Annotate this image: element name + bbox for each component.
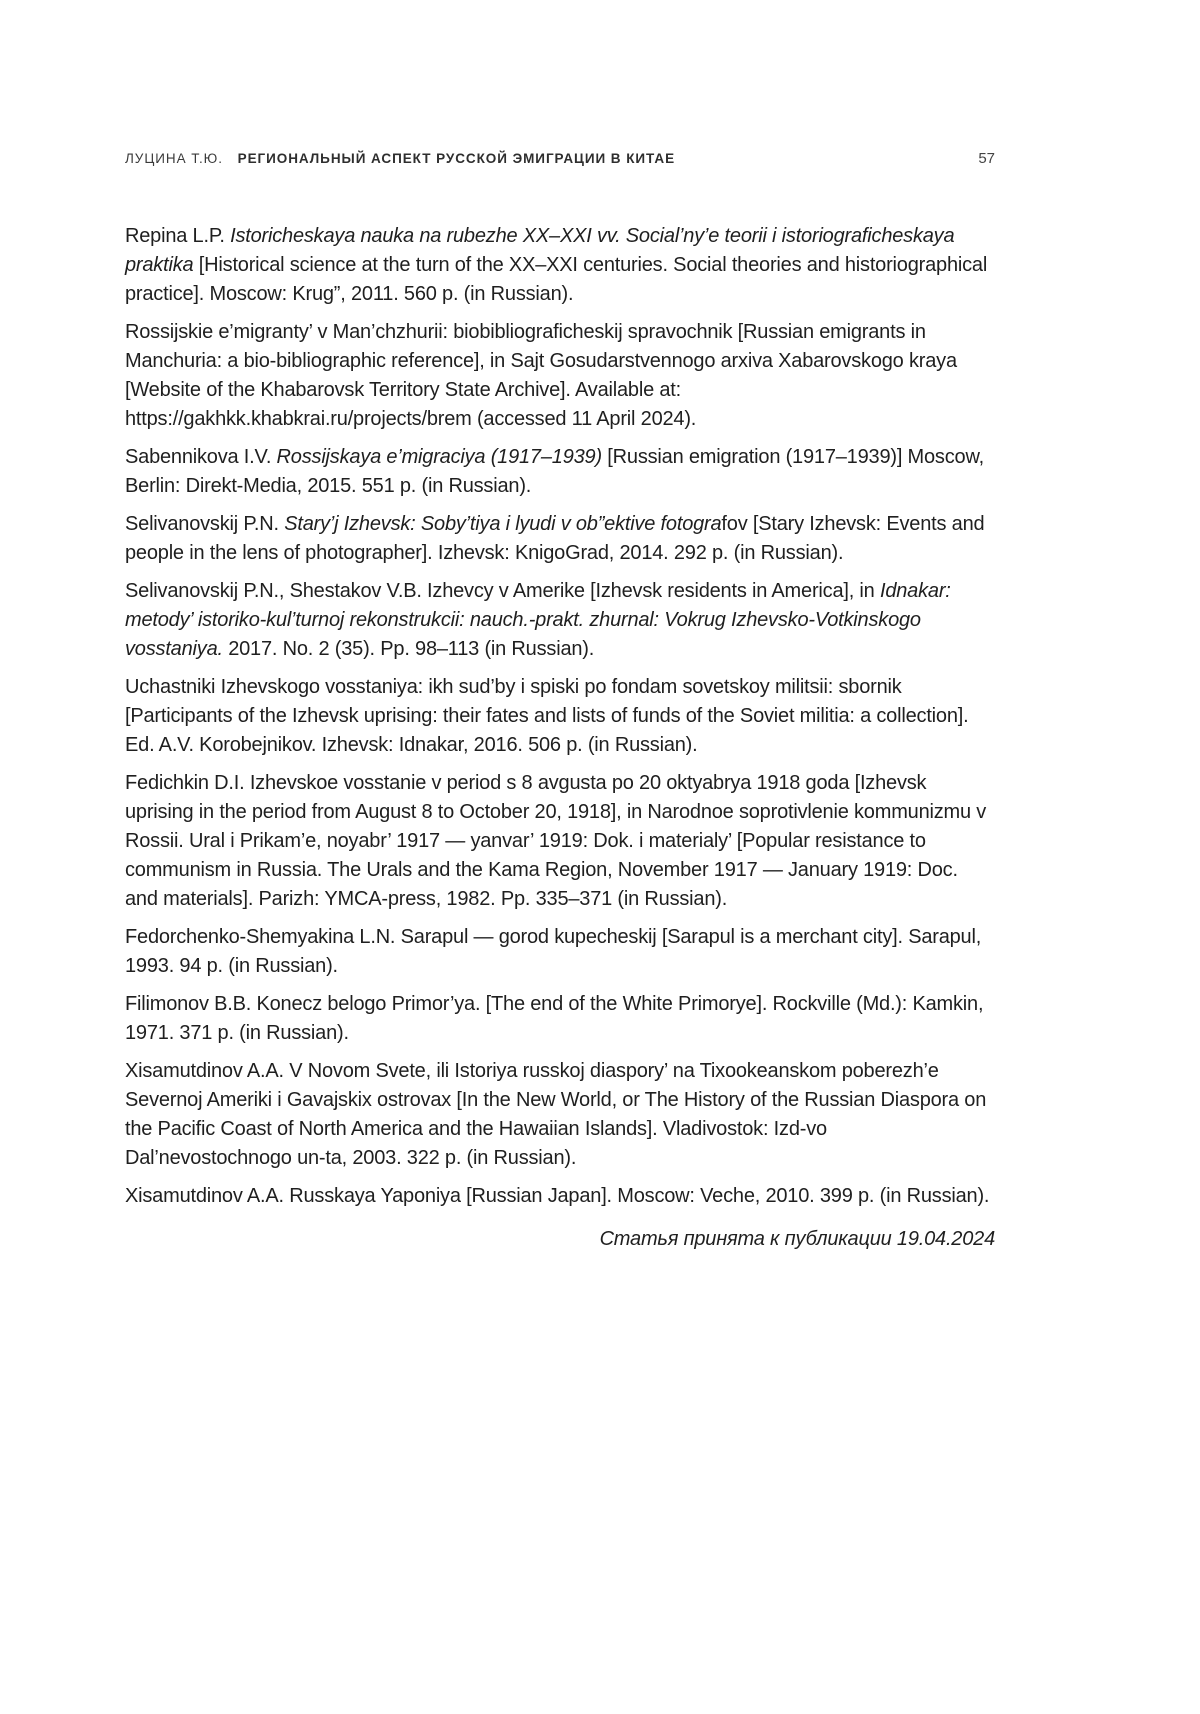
header-author: ЛУЦИНА Т.Ю. <box>125 151 223 166</box>
reference-text-run: Rossijskie e’migranty’ v Man’chzhurii: biobibliograficheskij spravochnik [Russian emigrants in Manchuria: a bio-bibliographic reference], in Sajt Gosudarstvennogo arxiva Xabarovskogo kraya [Website of the Khabarovsk Territory State Archive]. Available at: https://gakhkk.khabkrai.ru/projects/brem (accessed 11 April 2024). <box>125 321 957 430</box>
reference-entry <box>125 222 995 309</box>
reference-text-run: Filimonov B.B. Konecz belogo Primor’ya. [The end of the White Primorye]. Rockville (Md.): Kamkin, 1971. 371 p. (in Russian). <box>125 993 984 1044</box>
reference-entry <box>125 577 995 664</box>
reference-text-run: Stary’j Izhevsk: Soby’tiya i lyudi v ob”ektive fotogra <box>284 513 722 535</box>
reference-entry <box>125 318 995 434</box>
page-number: 57 <box>978 150 995 167</box>
reference-text-run: fov [Stary Izhevsk: Events and people in the lens of photographer]. Izhevsk: KnigoGrad, 2014. 292 p. (in Russian). <box>125 513 985 564</box>
reference-text-run: Fedorchenko-Shemyakina L.N. Sarapul — gorod kupecheskij [Sarapul is a merchant city]. Sarapul, 1993. 94 p. (in Russian). <box>125 926 982 977</box>
running-header <box>125 150 995 167</box>
reference-entry <box>125 673 995 760</box>
reference-text-run: Selivanovskij P.N. <box>125 513 285 535</box>
reference-entry <box>125 990 995 1048</box>
reference-text-run: Sabennikova I.V. <box>125 446 277 468</box>
reference-text-run: Xisamutdinov A.A. Russkaya Yaponiya [Russian Japan]. Moscow: Veche, 2010. 399 p. (in Russian). <box>125 1185 990 1207</box>
reference-entry <box>125 1057 995 1173</box>
running-header-text <box>125 151 675 166</box>
reference-text-run: Fedichkin D.I. Izhevskoe vosstanie v period s 8 avgusta po 20 oktyabrya 1918 goda [Izhevsk uprising in the period from August 8 to October 20, 1918], in Narodnoe soprotivlenie kommunizmu v Rossii. Ural i Prikam’e, noyabr’ 1917 — yanvar’ 1919: Dok. i materialy’ [Popular resistance to communism in Russia. The Urals and the Kama Region, November 1917 — January 1919: Doc. and materials]. Parizh: YMCA-press, 1982. Pp. 335–371 (in Russian). <box>125 772 987 910</box>
reference-entry <box>125 769 995 914</box>
reference-text-run: Istoricheskaya nauka na rubezhe XX–XXI vv. Social’ny’e teorii i istoriograficheskaya praktika <box>125 225 955 276</box>
reference-entry <box>125 510 995 568</box>
reference-text-run: 2017. No. 2 (35). Pp. 98–113 (in Russian). <box>222 638 595 660</box>
reference-entry <box>125 443 995 501</box>
reference-entry <box>125 923 995 981</box>
reference-text-run: [Russian emigration (1917–1939)] Moscow, Berlin: Direkt-Media, 2015. 551 p. (in Russian). <box>125 446 984 497</box>
reference-text-run: Selivanovskij P.N., Shestakov V.B. Izhevcy v Amerike [Izhevsk residents in America], in <box>125 580 880 602</box>
reference-text-run: Uchastniki Izhevskogo vosstaniya: ikh sud’by i spiski po fondam sovetskoy militsii: sbornik [Participants of the Izhevsk uprising: their fates and lists of funds of the Soviet militia: a collection]. Ed. A.V. Korobejnikov. Izhevsk: Idnakar, 2016. 506 p. (in Russian). <box>125 676 969 756</box>
reference-text-run: Idnakar: metody’ istoriko-kul’turnoj rekonstrukcii: nauch.-prakt. zhurnal: Vokrug Izhevsko-Votkinskogo vosstaniya. <box>125 580 951 660</box>
acceptance-note: Статья принята к публикации 19.04.2024 <box>599 1228 995 1250</box>
header-article-title: РЕГИОНАЛЬНЫЙ АСПЕКТ РУССКОЙ ЭМИГРАЦИИ В КИТАЕ <box>237 151 676 166</box>
reference-text-run: Rossijskaya e’migraciya (1917–1939) <box>276 446 602 468</box>
reference-text-run: Repina L.P. <box>125 225 231 247</box>
reference-text-run: Xisamutdinov A.A. V Novom Svete, ili Istoriya russkoj diaspory’ na Tixookeanskom poberezh’e Severnoj Ameriki i Gavajskix ostrovax [In the New World, or The History of the Russian Diaspora on the Pacific Coast of North America and the Hawaiian Islands]. Vladivostok: Izd-vo Dal’nevostochnogo un-ta, 2003. 322 p. (in Russian). <box>125 1060 987 1169</box>
reference-entry <box>125 1182 995 1211</box>
reference-text-run: [Historical science at the turn of the XX–XXI centuries. Social theories and historiographical practice]. Moscow: Krug”, 2011. 560 p. (in Russian). <box>125 254 988 305</box>
references-list <box>125 222 995 1254</box>
